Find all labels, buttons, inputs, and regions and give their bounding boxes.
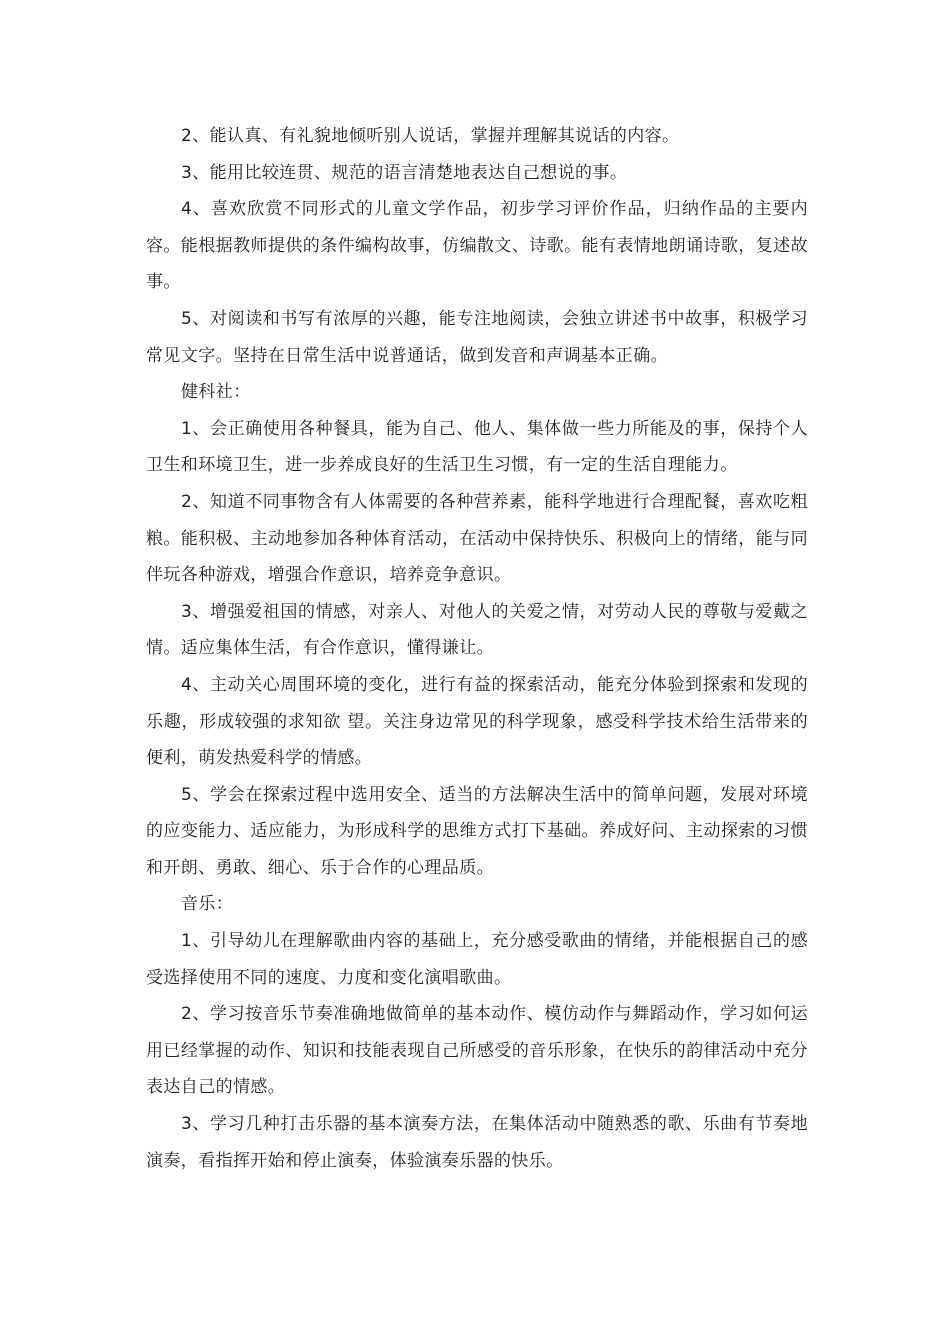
music-item-3: 3、学习几种打击乐器的基本演奏方法，在集体活动中随熟悉的歌、乐曲有节奏地演奏，看指挥开始和停止演奏，体验演奏乐器的快乐。 bbox=[146, 1114, 808, 1171]
music-item-2: 2、学习按音乐节奏准确地做简单的基本动作、模仿动作与舞蹈动作，学习如何运用已经掌握的动作、知识和技能表现自己所感受的音乐形象，在快乐的韵律活动中充分表达自己的情感。 bbox=[146, 1004, 808, 1098]
health-science-heading: 健科社： bbox=[181, 382, 251, 403]
health-science-item-5: 5、学会在探索过程中选用安全、适当的方法解决生活中的简单问题，发展对环境的应变能力、适应能力，为形成科学的思维方式打下基础。养成好问、主动探索的习惯和开朗、勇敢、细心、乐于合作的心理品质。 bbox=[146, 784, 808, 878]
language-item-2: 2、能认真、有礼貌地倾听别人说话，掌握并理解其说话的内容。 bbox=[181, 126, 680, 146]
language-item-5: 5、对阅读和书写有浓厚的兴趣，能专注地阅读，会独立讲述书中故事，积极学习常见文字。坚持在日常生活中说普通话，做到发音和声调基本正确。 bbox=[146, 308, 808, 366]
health-science-item-1: 1、会正确使用各种餐具，能为自己、他人、集体做一些力所能及的事，保持个人卫生和环境卫生，进一步养成良好的生活卫生习惯，有一定的生活自理能力。 bbox=[146, 418, 808, 476]
language-item-4: 4、喜欢欣赏不同形式的儿童文学作品，初步学习评价作品，归纳作品的主要内容。能根据教师提供的条件编构故事，仿编散文、诗歌。能有表情地朗诵诗歌，复述故事。 bbox=[146, 199, 808, 293]
language-item-3: 3、能用比较连贯、规范的语言清楚地表达自己想说的事。 bbox=[181, 162, 628, 183]
music-heading: 音乐： bbox=[181, 894, 234, 915]
health-science-item-3: 3、增强爱祖国的情感，对亲人、对他人的关爱之情，对劳动人民的尊敬与爱戴之情。适应集体生活，有合作意识，懂得谦让。 bbox=[146, 601, 808, 659]
health-science-item-2: 2、知道不同事物含有人体需要的各种营养素，能科学地进行合理配餐，喜欢吃粗粮。能积极、主动地参加各种体育活动，在活动中保持快乐、积极向上的情绪，能与同伴玩各种游戏，增强合作意识，培养竞争意识。 bbox=[146, 491, 808, 586]
health-science-item-4: 4、主动关心周围环境的变化，进行有益的探索活动，能充分体验到探索和发现的乐趣，形成较强的求知欲 望。关注身边常见的科学现象，感受科学技术给生活带来的便利，萌发热爱科学的情感。 bbox=[146, 674, 808, 769]
document-page bbox=[146, 118, 808, 1179]
music-item-1: 1、引导幼儿在理解歌曲内容的基础上，充分感受歌曲的情绪，并能根据自己的感受选择使用不同的速度、力度和变化演唱歌曲。 bbox=[146, 931, 808, 988]
